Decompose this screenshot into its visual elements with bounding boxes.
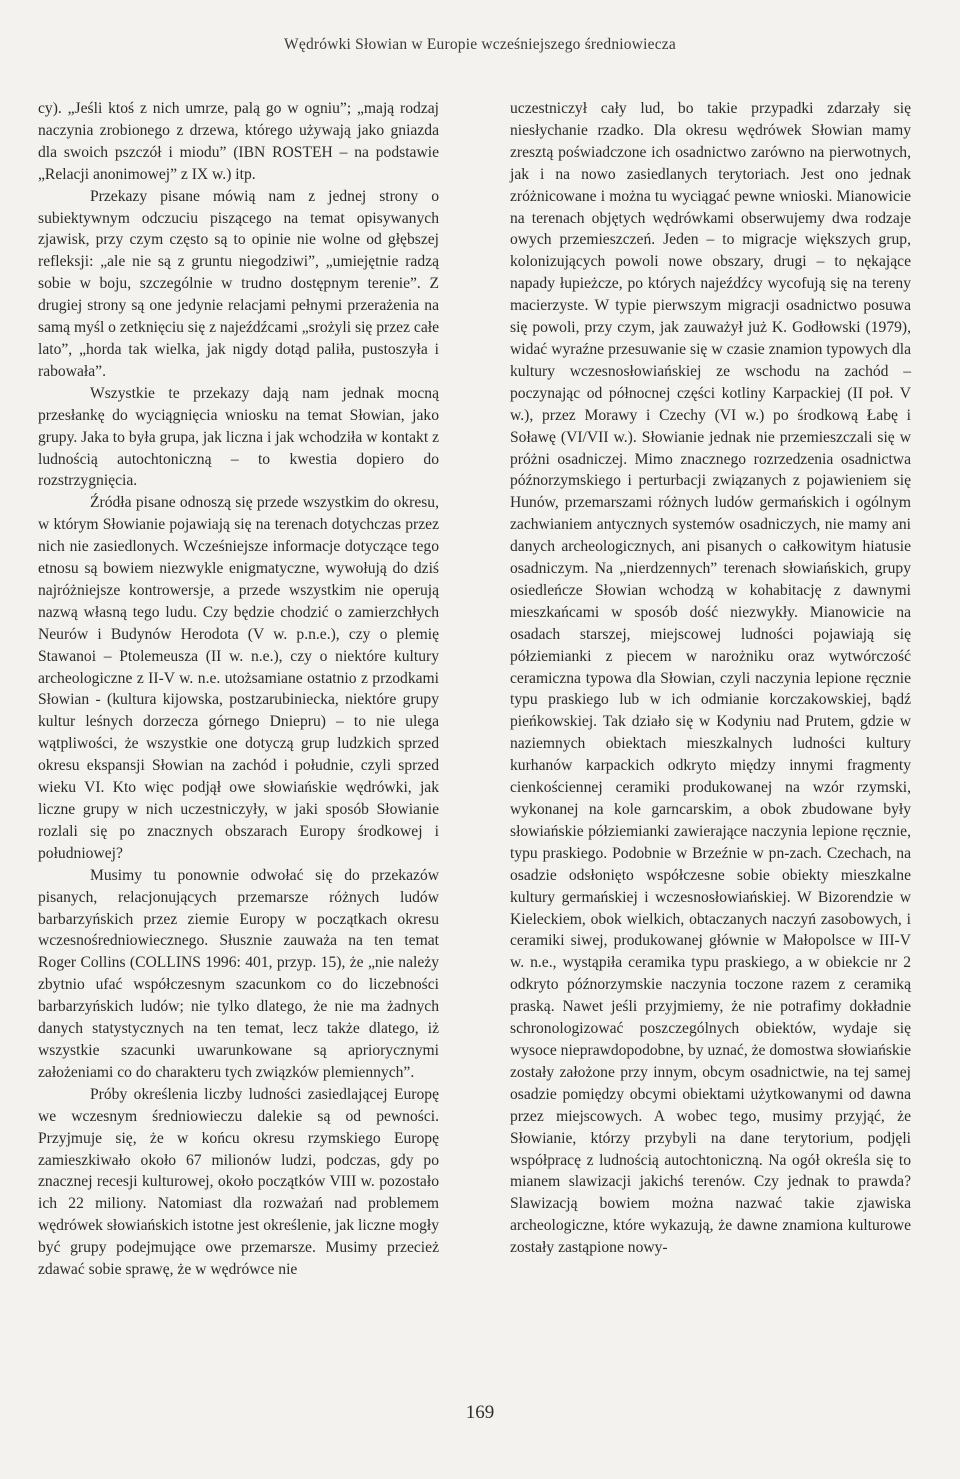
page-number: 169 <box>465 1402 495 1423</box>
paragraph: Próby określenia liczby ludności zasiedlającej Europę we wczesnym średniowieczu dalekie są od pewności. Przyjmuje się, że w końcu okresu rzymskiego Europę zamieszkiwało około 67 milionów ludzi, podczas, gdy po znacznej recesji kulturowej, około początków VIII w. pozostało ich 22 miliony. Natomiast dla rozważań nad problemem wędrówek słowiańskich istotne jest określenie, jak liczne mogły być grupy podejmujące owe przemarsze. Musimy przecież zdawać sobie sprawę, że w wędrówce nie <box>38 1085 440 1279</box>
paragraph: cy). „Jeśli ktoś z nich umrze, palą go w ogniu”; „mają rodzaj naczynia zrobionego z drzewa, którego używają jako gniazda dla swoich pszczół i miodu” (IBN ROSTEH – na podstawie „Relacji anonimowej” z IX w.) itp. <box>38 100 439 183</box>
paragraph: Wszystkie te przekazy dają nam jednak mocną przesłankę do wyciągnięcia wniosku na temat Słowian, jako grupy. Jaka to była grupa, jak liczna i jak wchodziła w kontakt z ludnością autochtoniczną – to kwestia dopiero do rozstrzygnięcia. <box>38 384 439 490</box>
paragraph: Przekazy pisane mówią nam z jednej strony o subiektywnym odczuciu piszącego na temat opisywanych zjawisk, przy czym często są to opinie nie wolne od głębszej refleksji: „ale nie są z gruntu niegodziwi”, „umiejętnie radzą sobie w boju, szczególnie w trudno dostępnym terenie”. Z drugiej strony są one jedynie relacjami pełnymi przerażenia na samą myśl o zetknięciu się z najeźdźcami „srożyli się przez całe lato”, „horda tak wielka, jak nigdy dotąd paliła, pustoszyła i rabowała”. <box>38 187 439 380</box>
left-column <box>38 98 439 1281</box>
paragraph: uczestniczył cały lud, bo takie przypadki zdarzały się niesłychanie rzadko. Dla okresu wędrówek Słowian mamy zresztą poświadczone ich osadnictwo zarówno na pierwotnych, jak i na nowo zasiedlanych terytoriach. Jest ono jednak zróżnicowane i można tu wyciągać pewne wnioski. Mianowicie na terenach objętych wędrówkami obserwujemy dwa rodzaje owych przemieszczeń. Jeden – to migracje większych grup, kolonizujących powoli nowe obszary, drugi – to nękające napady łupieżcze, po których najeźdźcy wycofują się na tereny macierzyste. W typie pierwszym migracji osadnictwo posuwa się powoli, przy czym, jak zauważył już K. Godłowski (1979), widać wyraźne przesuwanie się w czasie znamion typowych dla kultury wczesnosłowiańskiej ze wschodu na zachód – poczynając od północnej części kotliny Karpackiej (II poł. V w.), przez Morawy i Czechy (VI w.) po środkową Łabę i Soławę (VI/VII w.). Słowianie jednak nie przemieszczali się w próżni osadniczej. Mimo znacznego rozrzedzenia osadnictwa późnorzymskiego i perturbacji związanych z pojawieniem się Hunów, przemarszami różnych ludów germańskich i ogólnym zachwianiem antycznych systemów osadniczych, nie mamy ani danych archeologicznych, ani pisanych o całkowitym hiatusie osadniczym. Na „nierdzennych” terenach słowiańskich, grupy osiedleńcze Słowian wchodzą w kohabitację z dawnymi mieszkańcami w sposób dość niezwykły. Mianowicie na osadach starszej, miejscowej ludności pojawiają się półziemianki z piecem w narożniku oraz wytwórczość ceramiczna typowa dla Słowian, czyli naczynia lepione ręcznie typu praskiego lub w ich odmianie korczakowskiej, bądź pieńkowskiej. Tak działo się w Kodyniu nad Prutem, gdzie w naziemnych obiektach mieszkalnych ludności kultury kurhanów karpackich odkryto między innymi fragmenty cienkościennej ceramiki produkowanej na wzór rzymski, wykonanej na kole garncarskim, a obok zbudowane były słowiańskie półziemianki zawierające naczynia lepione ręcznie, typu praskiego. Podobnie w Brzeźnie w pn-zach. Czechach, na osadzie odsłonięto współczesne sobie obiekty mieszkalne kultury germańskiej i wczesnosłowiańskiej. W Bizorendzie w Kieleckiem, obok wielkich, obtaczanych naczyń zasobowych, i ceramiki siwej, produkowanej głównie w Małopolsce w III-V w. n.e., wystąpiła ceramika typu praskiego, a w obiekcie nr 2 odkryto późnorzymskie naczynia toczone razem z ceramiką praską. Nawet jeśli przyjmiemy, że nie potrafimy dokładnie schronologizować poszczególnych obiektów, wydaje się wysoce nieprawdopodobne, by uznać, że domostwa słowiańskie zostały założone przy innym, obcym osadnictwie, na tej samej osadzie pomiędzy obcymi obiektami użytkowanymi od dawna przez miejscowych. A wobec tego, musimy przyjąć, że Słowianie, którzy przybyli na dane terytorium, podjęli współpracę z ludnością autochtoniczną. Na ogół określa się to mianem slawizacji jakichś terenów. Czy jednak to prawda? Slawizacją bowiem można nazwać takie zjawiska archeologiczne, które wykazują, że dawne znamiona kulturowe zostały zastąpione nowy- <box>510 100 911 1257</box>
paragraph: Źródła pisane odnoszą się przede wszystkim do okresu, w którym Słowianie pojawiają się na terenach dotychczas przez nich nie zasiedlonych. Wcześniejsze informacje dotyczące tego etnosu są bowiem niezwykle enigmatyczne, wywołują do dziś najróżniejsze kontrowersje, a przede wszystkim nie operują nazwą własną tego ludu. Czy będzie chodzić o zamierzchłych Neurów i Budynów Herodota (V w. p.n.e.), czy o plemię Stawanoi – Ptolemeusza (II w. n.e.), czy o niektóre kultury archeologiczne z II-V w. n.e. utożsamiane ostatnio z przodkami Słowian - (kultura kijowska, postzarubiniecka, niektóre grupy kultur leśnych dorzecza górnego Dniepru) – to nie ulega wątpliwości, że wszystkie one dotyczą grup ludzkich sprzed okresu ekspansji Słowian na zachód i południe, czyli sprzed wieku VI. Kto więc podjął owe słowiańskie wędrówki, jak liczne grupy w nich uczestniczyły, w jaki sposób Słowianie rozlali się po znacznych obszarach Europy środkowej i południowej? <box>38 494 439 862</box>
running-head: Wędrówki Słowian w Europie wcześniejszego średniowiecza <box>284 36 676 53</box>
right-column <box>510 98 911 1259</box>
paragraph: Musimy tu ponownie odwołać się do przekazów pisanych, relacjonujących przemarsze różnych ludów barbarzyńskich przez ziemie Europy w początkach okresu wczesnośredniowiecznego. Słusznie zauważa na ten temat Roger Collins (COLLINS 1996: 401, przyp. 15), że „nie należy zbytnio ufać współczesnym szacunkom co do liczebności barbarzyńskich ludów; nie tylko dlatego, że nie ma żadnych danych statystycznych na ten temat, lecz także dlatego, iż wszystkie szacunki uwarunkowane są apriorycznymi założeniami co do charakteru tych związków plemiennych”. <box>38 866 439 1081</box>
